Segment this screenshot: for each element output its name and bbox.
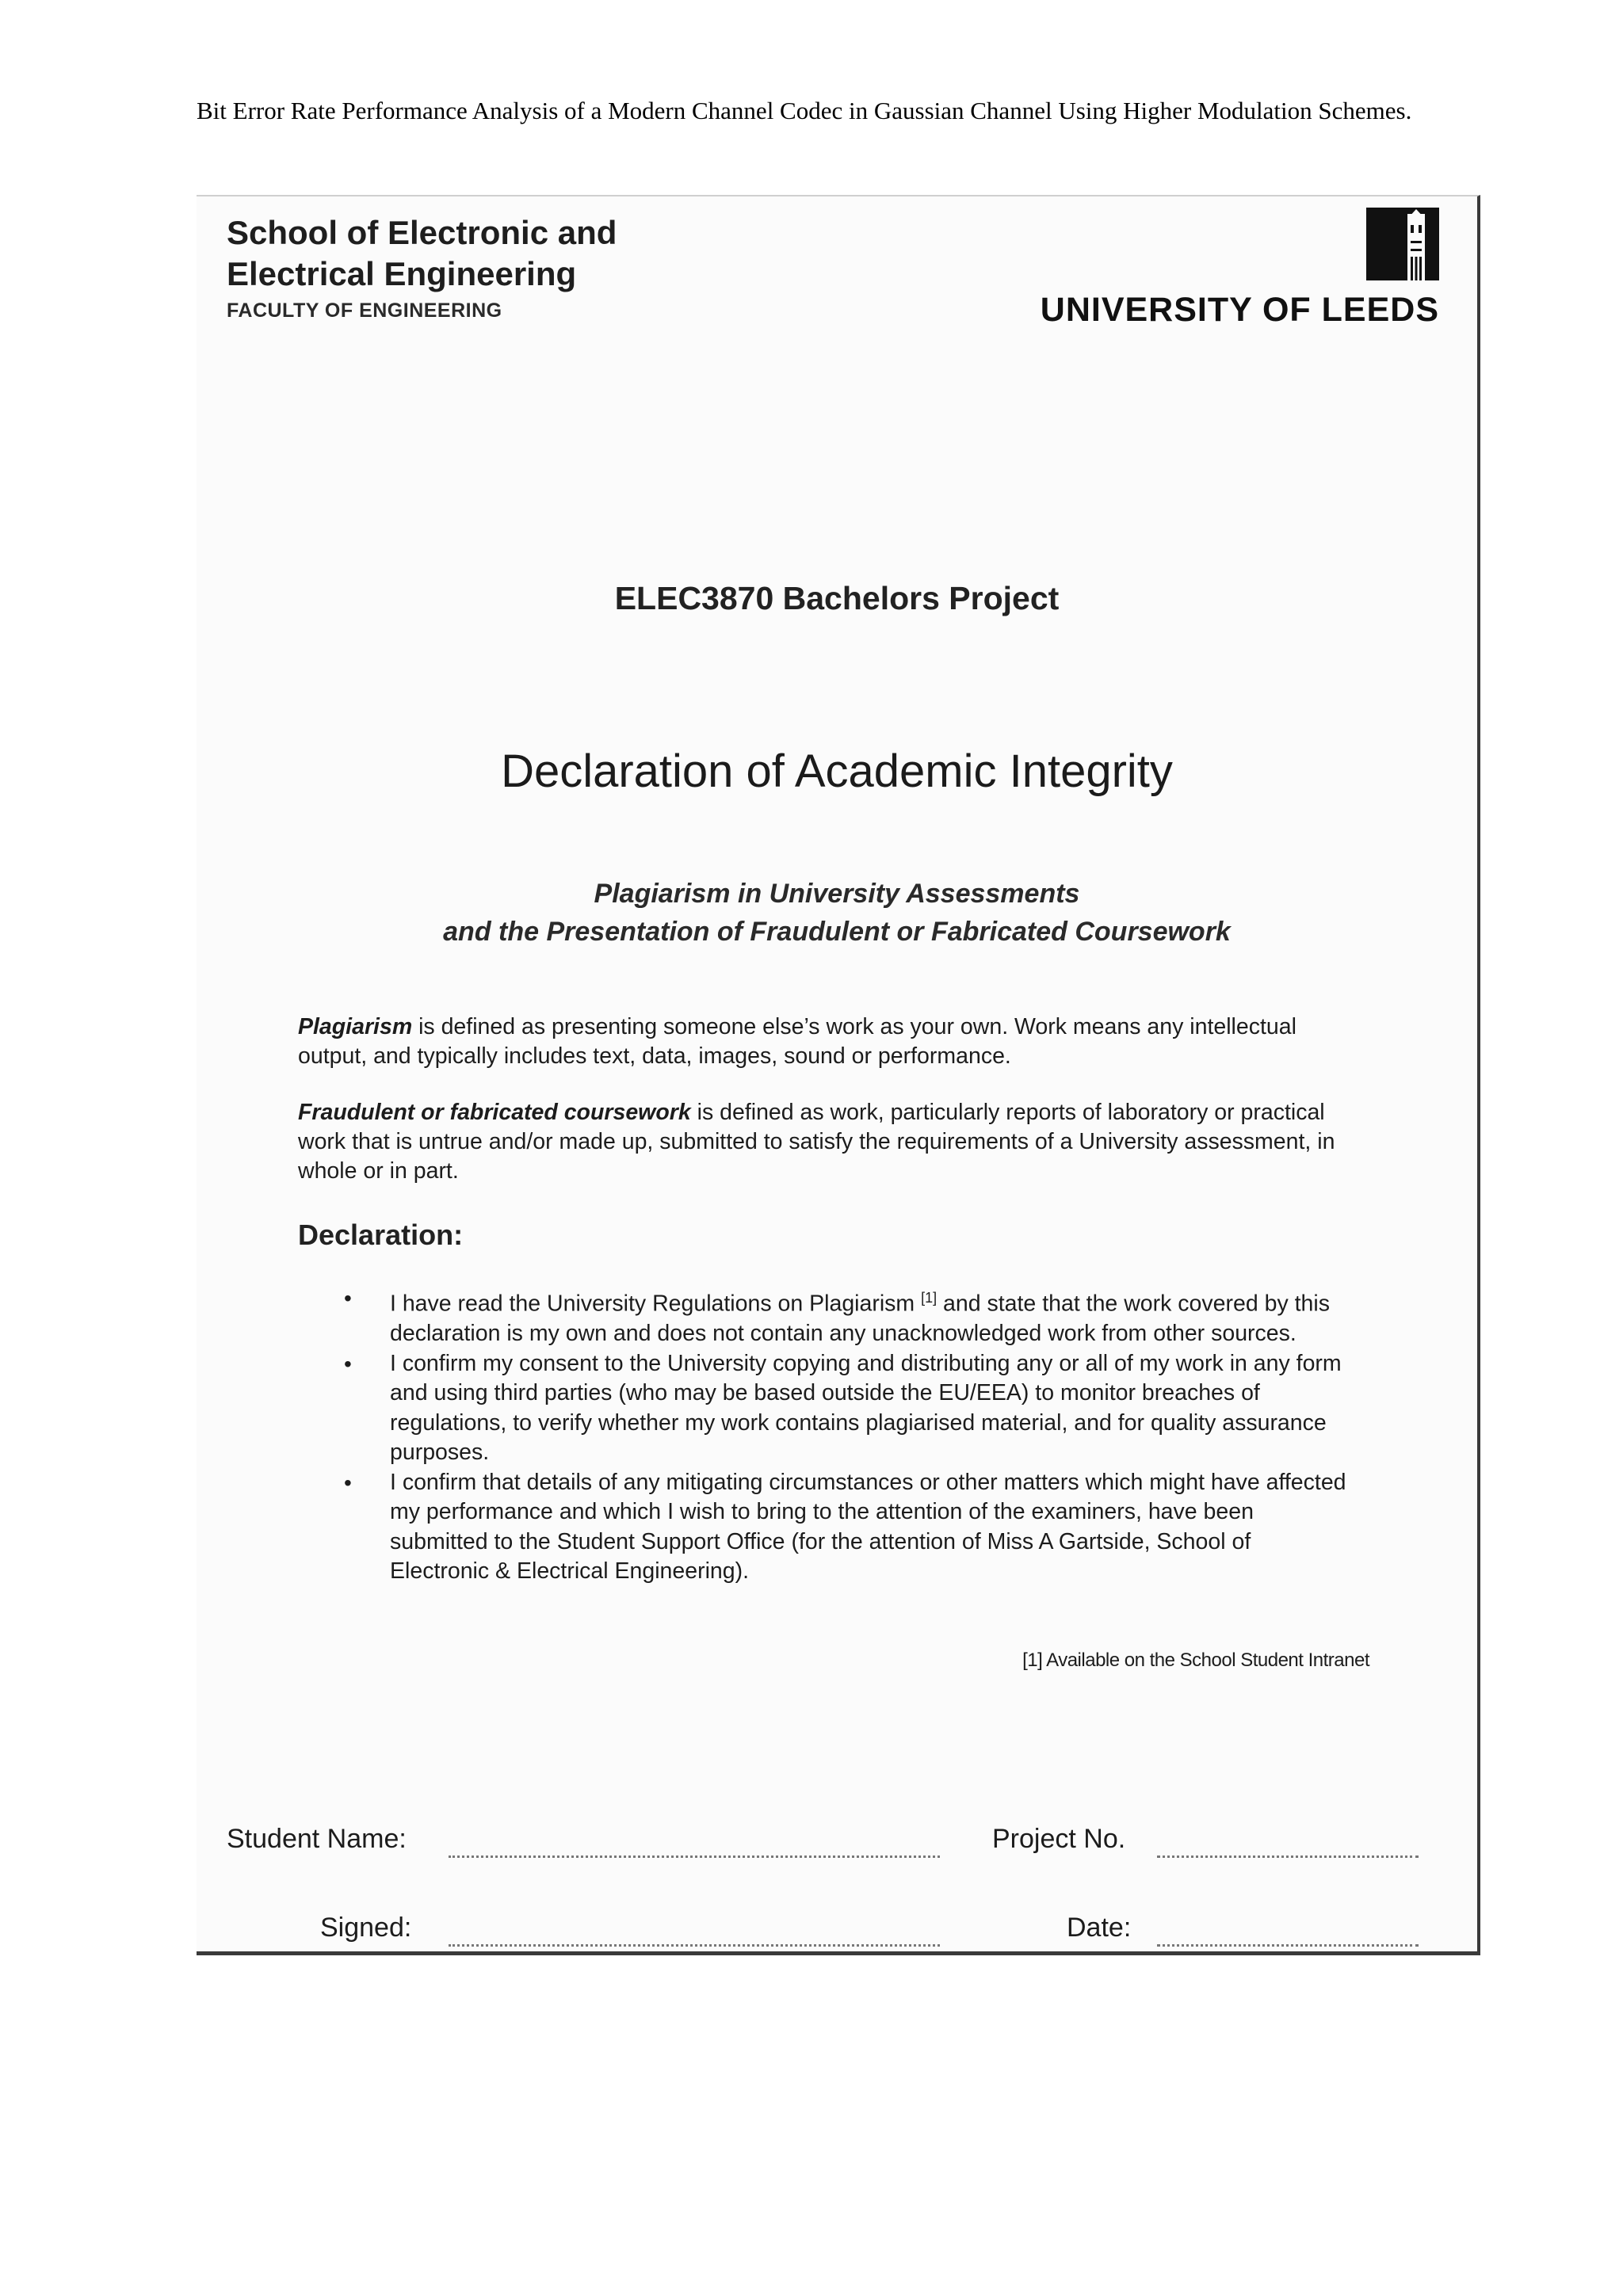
subtitle-line-2: and the Presentation of Fraudulent or Fabricated Coursework xyxy=(443,917,1231,947)
footnote-ref: [1] xyxy=(921,1290,938,1306)
project-no-label: Project No. xyxy=(992,1824,1126,1854)
bullet-text: and state that the work covered by this declaration is my own and does not contain any unacknowledged work from other sources. xyxy=(390,1291,1330,1346)
plagiarism-term: Plagiarism xyxy=(298,1014,413,1039)
document-subtitle xyxy=(197,875,1477,951)
bullet-mark: • xyxy=(344,1286,352,1310)
bullet-text: I confirm that details of any mitigating circumstances or other matters which might have affected my performance and which I wish to bring to the attention of the examiners, have been submitted to the Student Support Office (for the attention of Miss A Gartside, School of Electronic & Electrical Engineering). xyxy=(390,1469,1346,1584)
running-header: Bit Error Rate Performance Analysis of a Modern Channel Codec in Gaussian Channel Using Higher Modulation Schemes. xyxy=(197,97,1412,124)
list-item xyxy=(298,1283,1352,1349)
student-name-label: Student Name: xyxy=(227,1824,407,1854)
fraud-definition xyxy=(298,1098,1352,1186)
plagiarism-definition xyxy=(298,1013,1352,1071)
subtitle-line-1: Plagiarism in University Assessments xyxy=(594,879,1080,909)
fraud-term: Fraudulent or fabricated coursework xyxy=(298,1100,691,1125)
date-line[interactable] xyxy=(1157,1944,1419,1947)
declaration-list xyxy=(298,1283,1352,1587)
signature-line[interactable] xyxy=(449,1944,940,1947)
bullet-text: I have read the University Regulations on Plagiarism xyxy=(390,1291,922,1317)
university-name: UNIVERSITY OF LEEDS xyxy=(1040,291,1439,329)
footnote: [1] Available on the School Student Intranet xyxy=(1022,1650,1369,1671)
date-label: Date: xyxy=(1067,1913,1132,1943)
school-block xyxy=(227,212,617,322)
bullet-mark: • xyxy=(344,1470,352,1495)
student-name-line[interactable] xyxy=(449,1855,940,1858)
bullet-mark: • xyxy=(344,1351,352,1376)
list-item xyxy=(298,1468,1352,1587)
fraud-definition-text: is defined as work, particularly reports of laboratory or practical work that is untrue and/or made up, submitted to satisfy the requirements of a University assessment, in whole or in part. xyxy=(298,1100,1335,1184)
bullet-text: I confirm my consent to the University copying and distributing any or all of my work in any form and using third parties (who may be based outside the EU/EEA) to monitor breaches of regulations, to verify whether my work contains plagiarised material, and for quality assurance purposes. xyxy=(390,1350,1342,1465)
document-title: Declaration of Academic Integrity xyxy=(501,746,1173,797)
plagiarism-definition-text: is defined as presenting someone else’s work as your own. Work means any intellectual output, and typically includes text, data, images, sound or performance. xyxy=(298,1014,1296,1069)
declaration-form-scan xyxy=(197,195,1480,1955)
school-name: School of Electronic and Electrical Engineering xyxy=(227,214,617,292)
university-logo xyxy=(1041,208,1439,330)
signed-label: Signed: xyxy=(320,1913,412,1943)
project-no-line[interactable] xyxy=(1157,1855,1419,1858)
parkinson-tower-icon xyxy=(1366,208,1439,280)
declaration-heading: Declaration: xyxy=(298,1219,464,1251)
project-title: ELEC3870 Bachelors Project xyxy=(614,580,1060,616)
faculty-name: FACULTY OF ENGINEERING xyxy=(227,299,502,322)
list-item xyxy=(298,1349,1352,1468)
